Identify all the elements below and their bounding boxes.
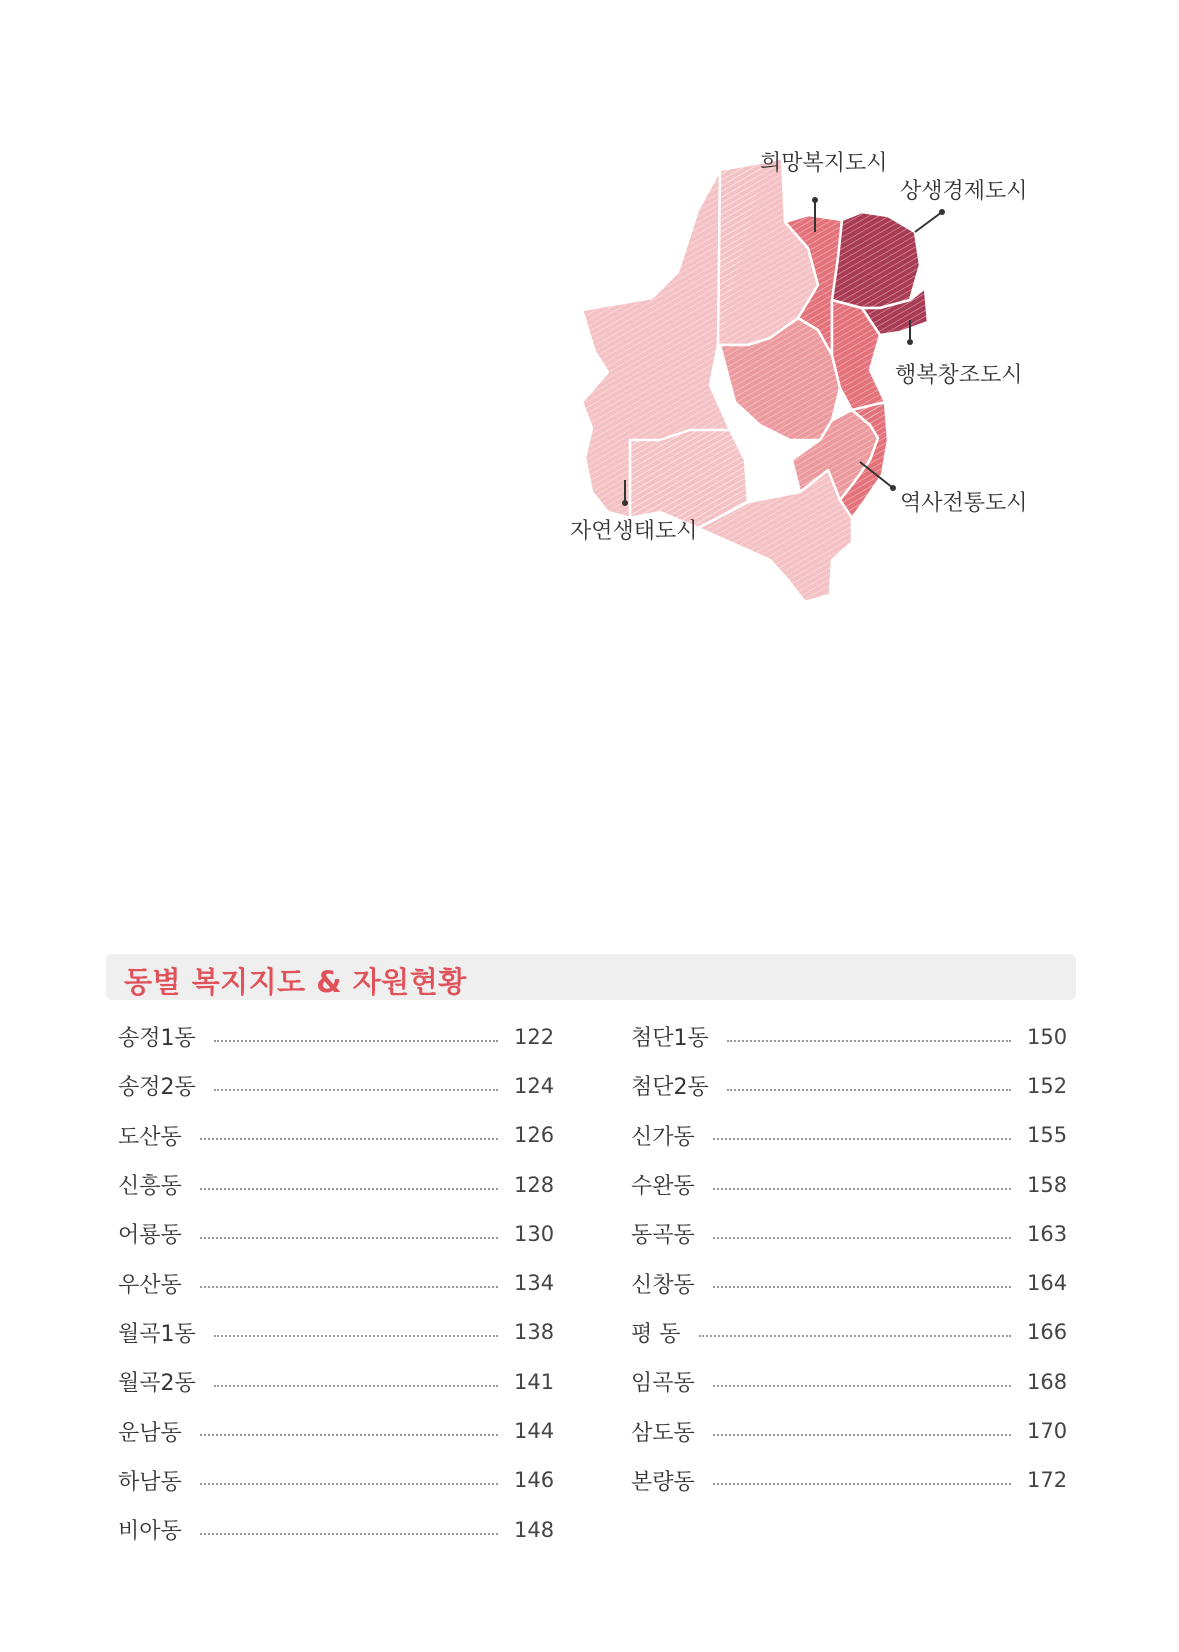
toc-entry-name: 송정1동 <box>118 1026 196 1052</box>
toc-leader-dots <box>200 1188 498 1190</box>
toc-entry-page: 152 <box>1027 1073 1068 1098</box>
toc-leader-dots <box>200 1138 498 1140</box>
toc-entry-name: 월곡1동 <box>118 1321 196 1347</box>
toc-leader-dots <box>200 1286 498 1288</box>
map-label-southeast: 역사전통도시 <box>900 491 1028 516</box>
toc-entry[interactable] <box>631 1357 1067 1406</box>
map-label-east: 행복창조도시 <box>895 363 1023 388</box>
toc-entry-name: 운남동 <box>118 1420 182 1446</box>
toc-leader-dots <box>713 1237 1011 1239</box>
toc-entry[interactable] <box>118 1357 554 1406</box>
toc-entry[interactable] <box>631 1012 1067 1061</box>
toc-entry-page: 138 <box>514 1320 555 1345</box>
toc-leader-dots <box>214 1089 498 1091</box>
toc-entry-page: 148 <box>514 1517 555 1542</box>
toc-entry-name: 어룡동 <box>118 1223 182 1249</box>
toc-entry[interactable] <box>118 1111 554 1160</box>
toc-entry-name: 첨단2동 <box>631 1075 709 1101</box>
toc-entry-page: 128 <box>514 1172 555 1197</box>
toc-entry-name: 첨단1동 <box>631 1026 709 1052</box>
toc-leader-dots <box>713 1286 1011 1288</box>
toc-leader-dots <box>200 1434 498 1436</box>
toc-entry[interactable] <box>118 1406 554 1455</box>
toc-entry-name: 월곡2동 <box>118 1371 196 1397</box>
map-label-northeast: 상생경제도시 <box>900 179 1028 204</box>
toc-entry-page: 172 <box>1027 1468 1068 1493</box>
toc-leader-dots <box>200 1483 498 1485</box>
toc-leader-dots <box>200 1533 498 1535</box>
toc-entry-name: 삼도동 <box>631 1420 695 1446</box>
toc-leader-dots <box>727 1040 1011 1042</box>
toc-entry[interactable] <box>118 1308 554 1357</box>
toc-entry[interactable] <box>631 1406 1067 1455</box>
toc-entry-name: 하남동 <box>118 1469 182 1495</box>
toc-entry-name: 송정2동 <box>118 1075 196 1101</box>
section-header <box>106 954 1076 1000</box>
toc-entry-page: 126 <box>514 1123 555 1148</box>
toc-entry-name: 비아동 <box>118 1519 182 1545</box>
toc-entry[interactable] <box>118 1012 554 1061</box>
toc-entry-name: 임곡동 <box>631 1371 695 1397</box>
toc-leader-dots <box>214 1335 498 1337</box>
toc-entry-page: 122 <box>514 1024 555 1049</box>
toc-entry-page: 134 <box>514 1271 555 1296</box>
toc-leader-dots <box>699 1335 1012 1337</box>
toc-entry[interactable] <box>631 1061 1067 1110</box>
toc-entry-page: 141 <box>514 1369 555 1394</box>
toc-entry-page: 163 <box>1027 1221 1068 1246</box>
toc-entry-page: 144 <box>514 1419 555 1444</box>
toc-entry[interactable] <box>631 1258 1067 1307</box>
toc-entry-page: 170 <box>1027 1419 1068 1444</box>
toc-leader-dots <box>727 1089 1011 1091</box>
toc-entry[interactable] <box>631 1308 1067 1357</box>
toc-entry-page: 130 <box>514 1221 555 1246</box>
toc-entry-page: 146 <box>514 1468 555 1493</box>
toc-entry[interactable] <box>118 1061 554 1110</box>
toc-entry[interactable] <box>118 1258 554 1307</box>
toc-leader-dots <box>214 1385 498 1387</box>
toc-entry[interactable] <box>631 1209 1067 1258</box>
toc-leader-dots <box>713 1188 1011 1190</box>
toc-leader-dots <box>713 1483 1011 1485</box>
toc-entry-page: 166 <box>1027 1320 1068 1345</box>
toc-leader-dots <box>214 1040 498 1042</box>
toc-left-column <box>118 1012 554 1554</box>
toc-entry-page: 164 <box>1027 1271 1068 1296</box>
toc-entry-page: 155 <box>1027 1123 1068 1148</box>
toc-entry-name: 우산동 <box>118 1272 182 1298</box>
map-label-north: 희망복지도시 <box>760 151 888 176</box>
toc-leader-dots <box>200 1237 498 1239</box>
toc-entry-name: 도산동 <box>118 1124 182 1150</box>
toc-entry[interactable] <box>118 1209 554 1258</box>
toc-entry-page: 150 <box>1027 1024 1068 1049</box>
toc-entry-name: 본량동 <box>631 1469 695 1495</box>
map-label-southwest: 자연생태도시 <box>570 519 698 544</box>
toc-entry-name: 수완동 <box>631 1174 695 1200</box>
toc-entry[interactable] <box>118 1160 554 1209</box>
toc-entry[interactable] <box>118 1505 554 1554</box>
section-title: 동별 복지지도 & 자원현황 <box>124 965 467 999</box>
toc-entry-page: 168 <box>1027 1369 1068 1394</box>
district-map <box>570 140 1110 600</box>
toc-entry[interactable] <box>631 1160 1067 1209</box>
toc-entry[interactable] <box>118 1456 554 1505</box>
toc-entry-name: 신창동 <box>631 1272 695 1298</box>
toc-entry-name: 신가동 <box>631 1124 695 1150</box>
toc-right-column <box>631 1012 1067 1505</box>
toc-entry-name: 신흥동 <box>118 1174 182 1200</box>
toc-entry-page: 124 <box>514 1073 555 1098</box>
toc-entry-name: 평 동 <box>631 1321 681 1347</box>
toc-entry[interactable] <box>631 1111 1067 1160</box>
toc-entry-name: 동곡동 <box>631 1223 695 1249</box>
toc-leader-dots <box>713 1138 1011 1140</box>
toc-entry[interactable] <box>631 1456 1067 1505</box>
toc-leader-dots <box>713 1434 1011 1436</box>
toc-leader-dots <box>713 1385 1011 1387</box>
toc-entry-page: 158 <box>1027 1172 1068 1197</box>
